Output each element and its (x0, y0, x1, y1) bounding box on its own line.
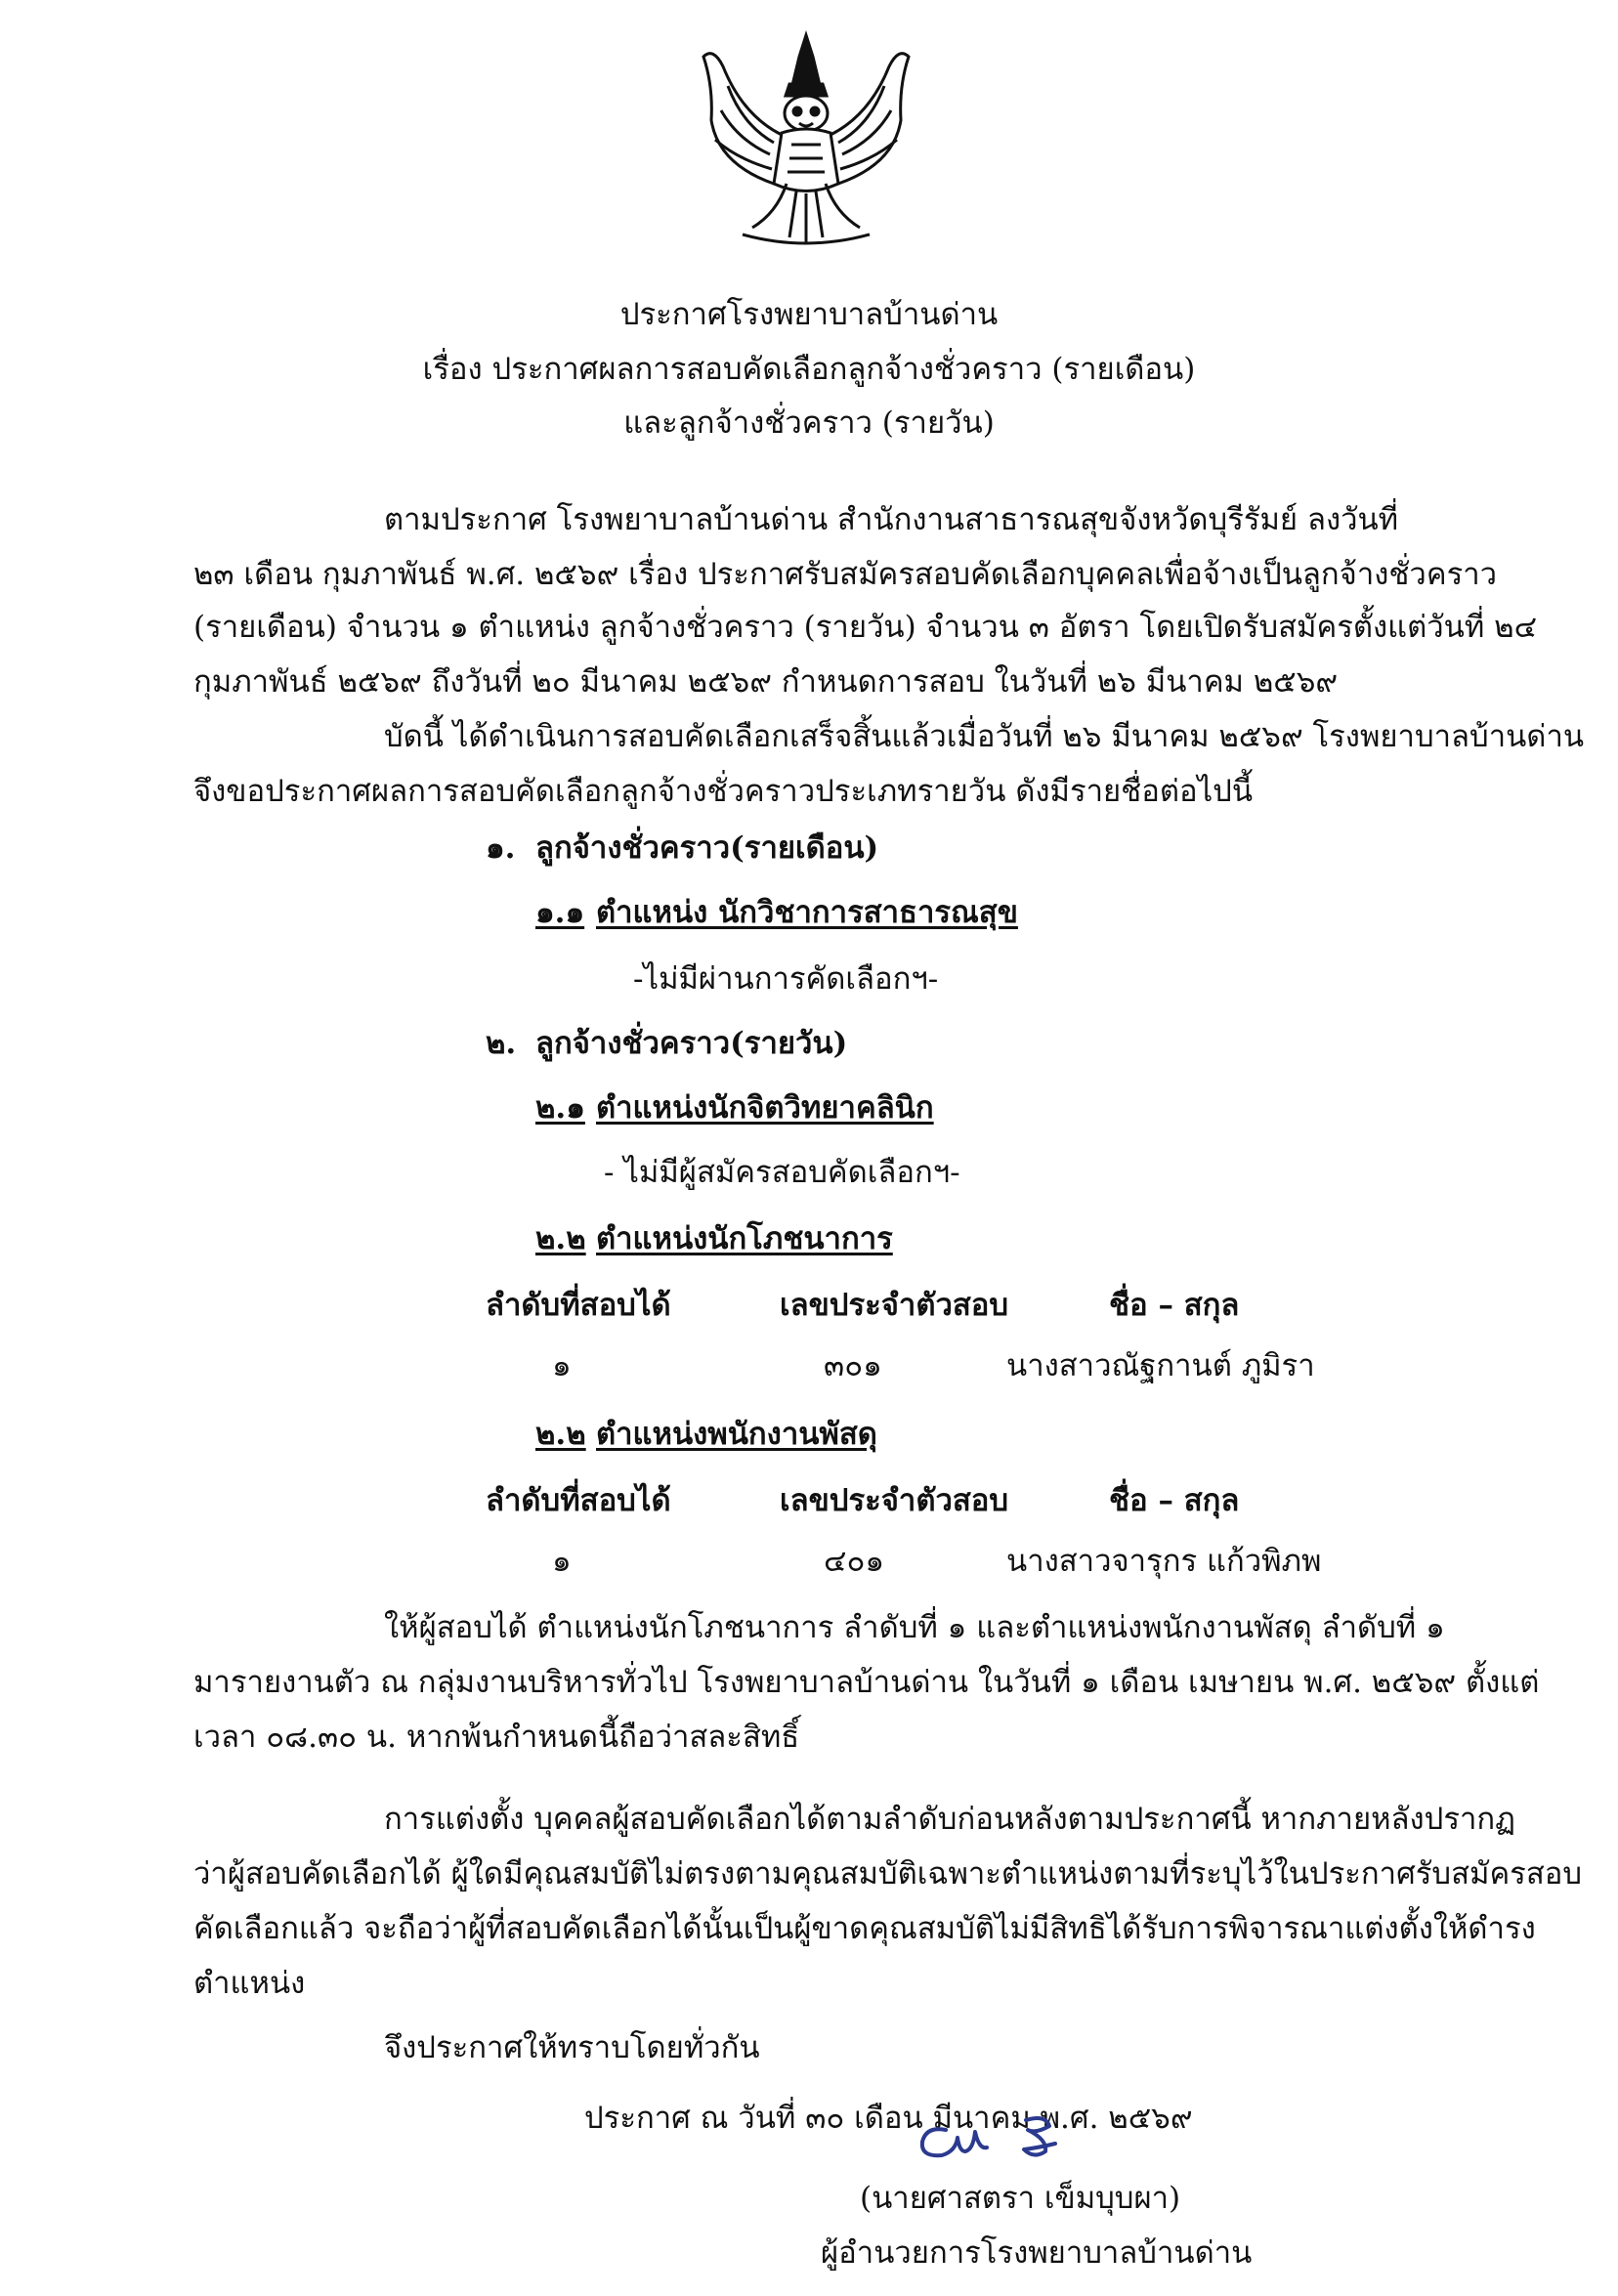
supply-name: นางสาวจารุกร แก้วพิภพ (1006, 1544, 1322, 1579)
nutritionist-name: นางสาวณัฐกานต์ ภูมิรา (1006, 1348, 1315, 1383)
section2-1-title: ตำแหน่งนักจิตวิทยาคลินิก (596, 1090, 934, 1126)
section2-1-number: ๒.๑ (535, 1090, 585, 1126)
para3-line-1: ให้ผู้สอบได้ ตำแหน่งนักโภชนาการ ลำดับที่ ๑ และตำแหน่งพนักงานพัสดุ ลำดับที่ ๑ (384, 1610, 1445, 1645)
section2-1-note: - ไม่มีผู้สมัครสอบคัดเลือกฯ- (604, 1155, 960, 1190)
para3-line-2: มารายงานตัว ณ กลุ่มงานบริหารทั่วไป โรงพยาบาลบ้านด่าน ในวันที่ ๑ เดือน เมษายน พ.ศ. ๒๕๖๙ ตั้งแต่ (193, 1665, 1540, 1700)
section2-2-title: ตำแหน่งนักโภชนาการ (596, 1221, 893, 1256)
section2-3-title: ตำแหน่งพนักงานพัสดุ (596, 1417, 877, 1452)
para4-line-3: คัดเลือกแล้ว จะถือว่าผู้ที่สอบคัดเลือกได้นั้นเป็นผู้ขาดคุณสมบัติไม่มีสิทธิได้รับการพิจารณาแต่งตั้งให้ดำรง (193, 1911, 1536, 1946)
para2-line-1: บัดนี้ ได้ดำเนินการสอบคัดเลือกเสร็จสิ้นแล้วเมื่อวันที่ ๒๖ มีนาคม ๒๕๖๙ โรงพยาบาลบ้านด่าน (384, 719, 1585, 754)
supply-rank: ๑ (552, 1544, 572, 1579)
section1-1-number: ๑.๑ (535, 895, 585, 930)
para1-line-1: ตามประกาศ โรงพยาบาลบ้านด่าน สำนักงานสาธารณสุขจังหวัดบุรีรัมย์ ลงวันที่ (384, 502, 1399, 537)
para3-line-3: เวลา ๐๘.๓๐ น. หากพ้นกำหนดนี้ถือว่าสละสิทธิ์ (193, 1720, 800, 1755)
para1-line-4: กุมภาพันธ์ ๒๕๖๙ ถึงวันที่ ๒๐ มีนาคม ๒๕๖๙ กำหนดการสอบ ในวันที่ ๒๖ มีนาคม ๒๕๖๙ (193, 664, 1339, 700)
signer-position: ผู้อำนวยการโรงพยาบาลบ้านด่าน (821, 2235, 1253, 2271)
para4-line-2: ว่าผู้สอบคัดเลือกได้ ผู้ใดมีคุณสมบัติไม่ตรงตามคุณสมบัติเฉพาะตำแหน่งตามที่ระบุไว้ในประกาศรับสมัครสอบ (193, 1856, 1583, 1892)
table-header-exam-no: เลขประจำตัวสอบ (780, 1288, 1009, 1323)
subject-line-2: และลูกจ้างชั่วคราว (รายวัน) (623, 405, 995, 441)
section1-number: ๑. (486, 830, 516, 866)
para4-line-1: การแต่งตั้ง บุคคลผู้สอบคัดเลือกได้ตามลำดับก่อนหลังตามประกาศนี้ หากภายหลังปรากฏ (384, 1802, 1515, 1837)
table-header-name-2: ชื่อ – สกุล (1109, 1483, 1240, 1518)
para4-line-4: ตำแหน่ง (193, 1966, 306, 2001)
table-header-exam-no-2: เลขประจำตัวสอบ (780, 1483, 1009, 1518)
subject-line-1: เรื่อง ประกาศผลการสอบคัดเลือกลูกจ้างชั่วคราว (รายเดือน) (422, 352, 1196, 387)
announcement-date: ประกาศ ณ วันที่ ๓๐ เดือน มีนาคม พ.ศ. ๒๕๖๙ (584, 2101, 1193, 2136)
para2-line-2: จึงขอประกาศผลการสอบคัดเลือกลูกจ้างชั่วคราวประเภทรายวัน ดังมีรายชื่อต่อไปนี้ (193, 774, 1254, 809)
table-header-rank-2: ลำดับที่สอบได้ (486, 1483, 671, 1518)
announcement: จึงประกาศให้ทราบโดยทั่วกัน (384, 2030, 760, 2065)
table-header-rank: ลำดับที่สอบได้ (486, 1288, 671, 1323)
section1-1-title: ตำแหน่ง นักวิชาการสาธารณสุข (596, 895, 1018, 930)
nutritionist-exam-no: ๓๐๑ (824, 1348, 882, 1383)
document-title: ประกาศโรงพยาบาลบ้านด่าน (619, 297, 999, 332)
section2-2-number: ๒.๒ (535, 1221, 586, 1256)
nutritionist-rank: ๑ (552, 1348, 572, 1383)
section1-1-note: -ไม่มีผ่านการคัดเลือกฯ- (633, 961, 939, 997)
signer-name: (นายศาสตรา เข็มบุบผา) (860, 2181, 1181, 2216)
supply-exam-no: ๔๐๑ (824, 1544, 885, 1579)
signature-mark (909, 2091, 1124, 2179)
section2-title: ลูกจ้างชั่วคราว(รายวัน) (535, 1026, 848, 1061)
section2-number: ๒. (486, 1026, 517, 1061)
table-header-name: ชื่อ – สกุล (1109, 1288, 1240, 1323)
section2-3-number: ๒.๒ (535, 1417, 586, 1452)
para1-line-2: ๒๓ เดือน กุมภาพันธ์ พ.ศ. ๒๕๖๙ เรื่อง ประกาศรับสมัครสอบคัดเลือกบุคคลเพื่อจ้างเป็นลูกจ้างชั่วคราว (193, 557, 1498, 592)
section1-title: ลูกจ้างชั่วคราว(รายเดือน) (535, 830, 879, 866)
garuda-emblem-icon (684, 27, 928, 252)
para1-line-3: (รายเดือน) จำนวน ๑ ตำแหน่ง ลูกจ้างชั่วคราว (รายวัน) จำนวน ๓ อัตรา โดยเปิดรับสมัครตั้งแต่วันที่ ๒๔ (193, 610, 1538, 645)
